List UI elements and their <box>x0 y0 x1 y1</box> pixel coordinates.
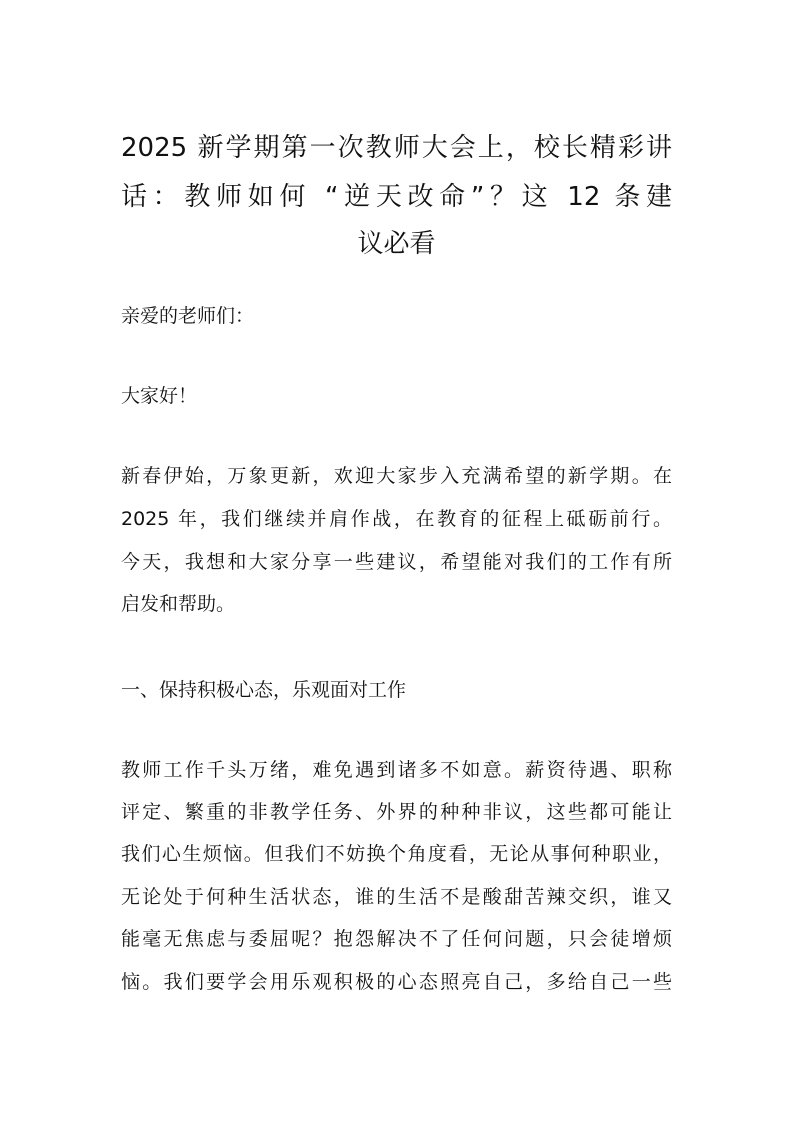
intro-line: 2025 年，我们继续并肩作战，在教育的征程上砥砺前行。 <box>121 508 672 530</box>
body-line: 恼。我们要学会用乐观积极的心态照亮自己，多给自己一些 <box>121 971 672 993</box>
intro-line: 今天，我想和大家分享一些建议，希望能对我们的工作有所 <box>121 551 672 573</box>
hello: 大家好！ <box>121 385 198 407</box>
title-line-3: 议必看 <box>357 229 436 259</box>
body-line: 无论处于何种生活状态，谁的生活不是酸甜苦辣交织，谁又 <box>121 886 672 908</box>
intro-line: 新春伊始，万象更新，欢迎大家步入充满希望的新学期。在 <box>121 465 672 487</box>
body-line: 教师工作千头万绪，难免遇到诸多不如意。薪资待遇、职称 <box>121 759 672 781</box>
body-line: 我们心生烦恼。但我们不妨换个角度看，无论从事何种职业， <box>121 843 672 865</box>
body-line: 评定、繁重的非教学任务、外界的种种非议，这些都可能让 <box>121 801 672 823</box>
section-heading: 一、保持积极心态，乐观面对工作 <box>121 679 407 701</box>
title-line-2: 话：教师如何 “逆天改命”？这 12 条建 <box>121 182 672 212</box>
intro-line: 启发和帮助。 <box>121 593 236 615</box>
greeting: 亲爱的老师们： <box>121 305 255 327</box>
title-line-1: 2025 新学期第一次教师大会上，校长精彩讲 <box>121 133 672 163</box>
body-line: 能毫无焦虑与委屈呢？抱怨解决不了任何问题，只会徒增烦 <box>121 928 672 950</box>
